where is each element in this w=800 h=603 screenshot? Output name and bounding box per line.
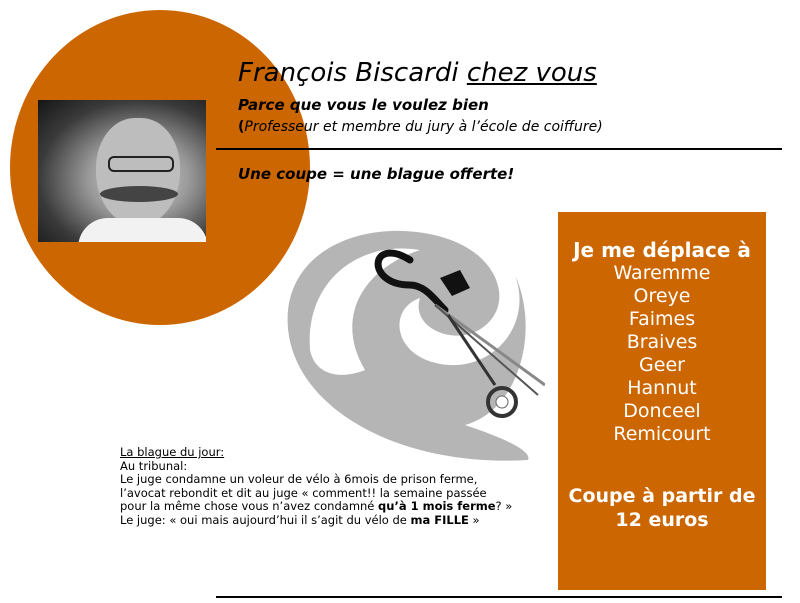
- town-item: Faimes: [628, 308, 696, 330]
- joke-line: Le juge condamne un voleur de vélo à 6mois de prison ferme,: [120, 472, 478, 486]
- note-open-paren: (: [238, 119, 245, 135]
- note-text: Professeur et membre du jury à l’école de coiffure): [244, 119, 603, 135]
- title-underlined: chez vous: [466, 58, 597, 88]
- town-item: Oreye: [633, 285, 691, 307]
- town-item: Waremme: [613, 262, 711, 284]
- title-main: François Biscardi: [238, 58, 459, 88]
- town-item: Geer: [639, 354, 685, 376]
- portrait-photo: [38, 100, 206, 242]
- joke-line: [120, 514, 540, 528]
- joke-line: Au tribunal:: [120, 458, 188, 473]
- joke-text: pour la même chose vous n’avez condamné: [120, 499, 379, 513]
- joke-line: [120, 500, 540, 514]
- professor-note: [238, 119, 603, 135]
- tagline: Une coupe = une blague offerte!: [238, 165, 515, 183]
- joke-text: Le juge: « oui mais aujourd’hui il s’agit du vélo de: [120, 512, 411, 527]
- subtitle: Parce que vous le voulez bien: [238, 96, 489, 114]
- page-title: [238, 58, 597, 88]
- joke-emphasis: ma FILLE: [410, 512, 469, 527]
- swirl-scissors-illustration: [270, 210, 545, 465]
- photo-mustache: [100, 186, 178, 202]
- price-line: 12 euros: [615, 509, 709, 531]
- joke-heading: La blague du jour:: [120, 445, 225, 459]
- joke-text: ? »: [495, 499, 513, 513]
- joke-line: l’avocat rebondit et dit au juge « comment!! la semaine passée: [120, 485, 487, 500]
- divider-top: [216, 148, 782, 150]
- price-info: [558, 484, 766, 532]
- photo-shirt: [78, 218, 206, 242]
- photo-face: [96, 118, 180, 226]
- town-list: [558, 262, 766, 446]
- service-area-heading: Je me déplace à: [573, 238, 751, 262]
- joke-of-the-day: [120, 446, 540, 527]
- town-item: Hannut: [627, 377, 697, 399]
- divider-bottom: [216, 596, 782, 598]
- service-area-panel: [558, 212, 766, 590]
- price-line: Coupe à partir de: [568, 485, 756, 507]
- photo-glasses: [108, 156, 174, 172]
- joke-text: »: [468, 512, 480, 527]
- joke-emphasis: qu’à 1 mois ferme: [378, 499, 496, 513]
- town-item: Donceel: [623, 400, 701, 422]
- town-item: Remicourt: [613, 423, 711, 445]
- town-item: Braives: [626, 331, 698, 353]
